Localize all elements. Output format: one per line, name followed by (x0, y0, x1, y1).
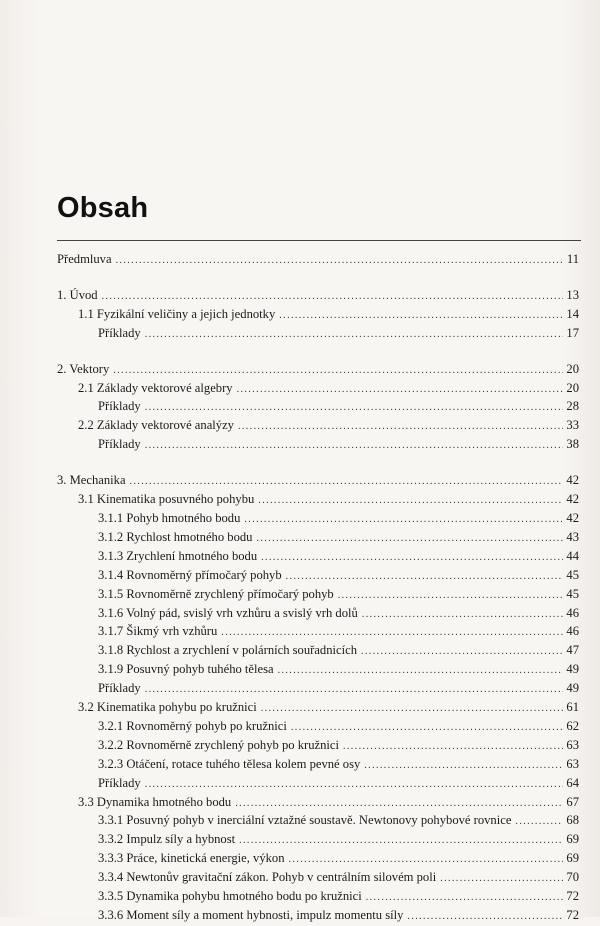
dot-leader (343, 739, 563, 756)
toc-entry-label: Předmluva (57, 252, 112, 266)
toc-entry-page-number: 28 (566, 399, 579, 414)
toc-entry-page-number: 42 (566, 492, 579, 507)
toc-entry-label: 3.2.1 Rovnoměrný pohyb po kružnici (98, 718, 287, 733)
toc-entry-page-number: 44 (566, 548, 579, 563)
toc-entry-page-number: 42 (566, 473, 579, 488)
dot-leader (116, 253, 564, 270)
toc-entry-label: 3.3.3 Práce, kinetická energie, výkon (98, 851, 285, 866)
dot-leader (366, 890, 564, 907)
toc-entry[interactable] (57, 907, 579, 926)
toc-entry[interactable] (57, 510, 579, 529)
title-divider (57, 240, 581, 241)
toc-entry-page-number: 68 (566, 813, 579, 828)
toc-entry-label: 3.2.2 Rovnoměrně zrychlený pohyb po kružnici (98, 737, 339, 752)
toc-entry-page-number: 20 (566, 380, 579, 395)
dot-leader (239, 833, 563, 850)
toc-entry-label: 1.1 Fyzikální veličiny a jejich jednotky (78, 306, 276, 321)
toc-entry[interactable] (57, 718, 579, 737)
toc-entry[interactable] (57, 325, 579, 344)
toc-entry[interactable] (57, 775, 579, 794)
toc-entry[interactable] (57, 888, 579, 907)
toc-entry-label: 1. Úvod (57, 287, 98, 302)
dot-leader (237, 382, 564, 399)
section-spacer (57, 344, 579, 361)
page-title: Obsah (57, 192, 149, 224)
toc-entry-page-number: 43 (566, 529, 579, 544)
dot-leader (145, 777, 564, 794)
toc-entry[interactable] (57, 436, 579, 455)
toc-entry-page-number: 45 (566, 586, 579, 601)
toc-entry-page-number: 63 (566, 737, 579, 752)
toc-entry[interactable] (57, 398, 579, 417)
toc-entry-label: Příklady (98, 399, 141, 414)
toc-entry-page-number: 72 (566, 889, 579, 904)
toc-entry-label: 3.2.3 Otáčení, rotace tuhého tělesa kolem pevné osy (98, 756, 361, 771)
dot-leader (279, 308, 563, 325)
toc-entry-label: 3.1.1 Pohyb hmotného bodu (98, 510, 241, 525)
dot-leader (407, 909, 563, 926)
toc-entry-label: 2.1 Základy vektorové algebry (78, 380, 233, 395)
dot-leader (364, 758, 563, 775)
toc-entry-page-number: 69 (566, 851, 579, 866)
toc-entry-label: 3.3.4 Newtonův gravitační zákon. Pohyb v centrálním silovém poli (98, 870, 437, 885)
toc-entry-label: Příklady (98, 325, 141, 340)
toc-entry[interactable] (57, 850, 579, 869)
dot-leader (238, 419, 563, 436)
dot-leader (261, 550, 563, 567)
toc-entry-label: 3.1.3 Zrychlení hmotného bodu (98, 548, 258, 563)
toc-entry[interactable] (57, 661, 579, 680)
dot-leader (221, 625, 563, 642)
dot-leader (361, 644, 563, 661)
dot-leader (258, 493, 563, 510)
dot-leader (256, 531, 563, 548)
toc-entry-label: 3.3 Dynamika hmotného bodu (78, 794, 232, 809)
toc-entry-label: 3.1.5 Rovnoměrně zrychlený přímočarý pohyb (98, 586, 334, 601)
section-spacer (57, 270, 579, 287)
toc-entry-page-number: 62 (566, 718, 579, 733)
toc-entry-label: Příklady (98, 437, 141, 452)
toc-entry-page-number: 20 (566, 361, 579, 376)
toc-entry-page-number: 17 (566, 325, 579, 340)
dot-leader (244, 512, 563, 529)
toc-entry[interactable] (57, 548, 579, 567)
dot-leader (338, 588, 564, 605)
toc-entry-label: 3.3.2 Impulz síly a hybnost (98, 832, 236, 847)
toc-entry-label: 3.1.4 Rovnoměrný přímočarý pohyb (98, 567, 282, 582)
dot-leader (440, 871, 563, 888)
toc-entry[interactable] (57, 529, 579, 548)
dot-leader (515, 814, 563, 831)
toc-entry[interactable] (57, 812, 579, 831)
dot-leader (278, 663, 564, 680)
toc-entry-label: 3.1.7 Šikmý vrh vzhůru (98, 624, 218, 639)
toc-entry[interactable] (57, 417, 579, 436)
toc-entry-page-number: 45 (566, 567, 579, 582)
toc-entry-page-number: 72 (566, 908, 579, 922)
toc-entry-page-number: 46 (566, 624, 579, 639)
toc-entry-label: 3.3.5 Dynamika pohybu hmotného bodu po kružnici (98, 889, 362, 904)
table-of-contents (57, 251, 579, 926)
toc-entry[interactable] (57, 567, 579, 586)
dot-leader (145, 682, 564, 699)
toc-entry-page-number: 49 (566, 662, 579, 677)
toc-entry-label: Příklady (98, 681, 141, 696)
dot-leader (286, 569, 564, 586)
toc-entry-page-number: 47 (566, 643, 579, 658)
toc-entry[interactable] (57, 623, 579, 642)
dot-leader (113, 363, 563, 380)
toc-entry[interactable] (57, 794, 579, 813)
toc-entry[interactable] (57, 831, 579, 850)
toc-entry[interactable] (57, 472, 579, 491)
dot-leader (362, 607, 564, 624)
toc-entry-page-number: 42 (566, 510, 579, 525)
toc-entry[interactable] (57, 380, 579, 399)
section-spacer (57, 455, 579, 472)
toc-entry-label: 3.3.6 Moment síly a moment hybnosti, impulz momentu síly (98, 908, 404, 922)
toc-entry-label: 3.2 Kinematika pohybu po kružnici (78, 700, 257, 715)
toc-entry-page-number: 70 (566, 870, 579, 885)
dot-leader (102, 289, 564, 306)
dot-leader (145, 438, 564, 455)
dot-leader (130, 474, 564, 491)
toc-entry-page-number: 13 (566, 287, 579, 302)
dot-leader (261, 701, 564, 718)
toc-entry-page-number: 49 (566, 681, 579, 696)
toc-entry[interactable] (57, 737, 579, 756)
toc-entry-label: 2.2 Základy vektorové analýzy (78, 418, 234, 433)
dot-leader (145, 400, 564, 417)
dot-leader (235, 796, 563, 813)
toc-entry-label: Příklady (98, 775, 141, 790)
toc-entry-label: 3.1 Kinematika posuvného pohybu (78, 492, 255, 507)
toc-entry-page-number: 63 (566, 756, 579, 771)
toc-entry[interactable] (57, 642, 579, 661)
toc-entry[interactable] (57, 699, 579, 718)
toc-entry[interactable] (57, 361, 579, 380)
toc-entry[interactable] (57, 605, 579, 624)
toc-entry-page-number: 11 (566, 252, 579, 266)
toc-entry-page-number: 67 (566, 794, 579, 809)
toc-entry-page-number: 46 (566, 605, 579, 620)
dot-leader (289, 852, 564, 869)
toc-entry-page-number: 69 (566, 832, 579, 847)
toc-entry[interactable] (57, 586, 579, 605)
toc-entry-label: 2. Vektory (57, 361, 110, 376)
toc-entry[interactable] (57, 251, 579, 270)
toc-entry[interactable] (57, 491, 579, 510)
toc-entry[interactable] (57, 756, 579, 775)
toc-entry-label: 3.1.9 Posuvný pohyb tuhého tělesa (98, 662, 274, 677)
toc-entry-label: 3.1.6 Volný pád, svislý vrh vzhůru a svislý vrh dolů (98, 605, 358, 620)
toc-entry[interactable] (57, 306, 579, 325)
dot-leader (145, 327, 564, 344)
toc-entry-label: 3.1.8 Rychlost a zrychlení v polárních souřadnicích (98, 643, 357, 658)
toc-entry-page-number: 14 (566, 306, 579, 321)
toc-entry-page-number: 64 (566, 775, 579, 790)
toc-entry[interactable] (57, 869, 579, 888)
dot-leader (291, 720, 564, 737)
toc-entry-label: 3.1.2 Rychlost hmotného bodu (98, 529, 253, 544)
toc-entry[interactable] (57, 287, 579, 306)
toc-entry-page-number: 38 (566, 437, 579, 452)
toc-entry-label: 3.3.1 Posuvný pohyb v inerciální vztažné soustavě. Newtonovy pohybové rovnice (98, 813, 512, 828)
toc-entry-page-number: 33 (566, 418, 579, 433)
toc-entry[interactable] (57, 680, 579, 699)
toc-entry-label: 3. Mechanika (57, 473, 126, 488)
toc-entry-page-number: 61 (566, 700, 579, 715)
